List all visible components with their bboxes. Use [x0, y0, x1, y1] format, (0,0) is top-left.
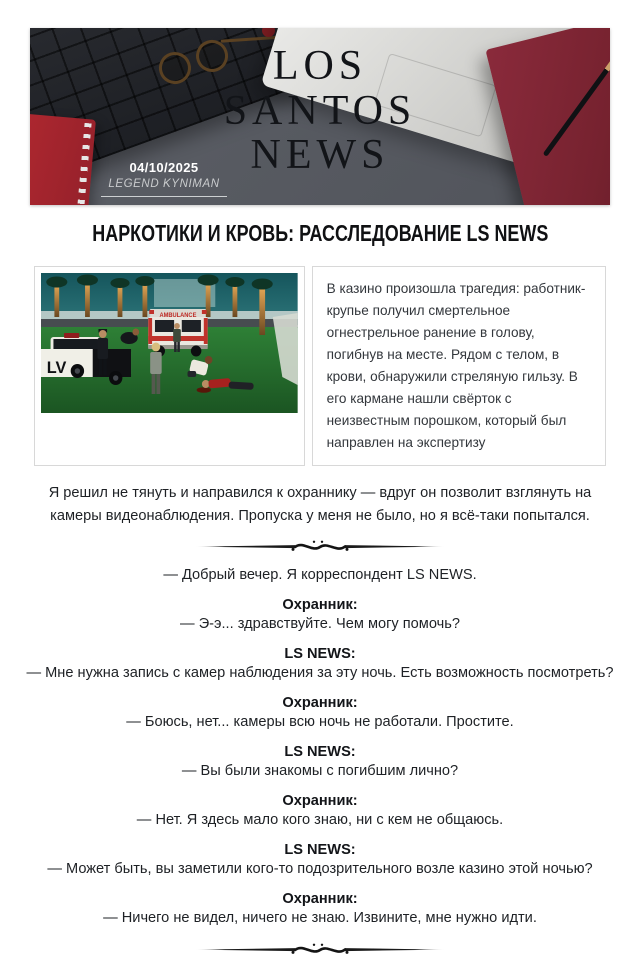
dialogue-block	[0, 793, 640, 828]
article-headline: НАРКОТИКИ И КРОВЬ: РАССЛЕДОВАНИЕ LS NEWS	[92, 220, 548, 246]
police-car-text: LV	[46, 357, 67, 378]
speaker-label: LS NEWS:	[284, 842, 356, 859]
author-name: LEGEND KYNIMAN	[108, 178, 220, 190]
dialogue-block	[0, 744, 640, 779]
dialogue-line: — Нет. Я здесь мало кого знаю, ни с кем не общаюсь.	[136, 812, 504, 829]
dialogue-line: — Вы были знакомы с погибшим лично?	[181, 763, 459, 780]
dialogue-line: — Мне нужна запись с камер наблюдения за эту ночь. Есть возможность посмотреть?	[26, 665, 614, 682]
masthead-title	[30, 44, 610, 178]
dialogue-block	[0, 842, 640, 877]
byline	[94, 160, 234, 197]
masthead-photo	[30, 28, 610, 205]
dialogue-block	[0, 891, 640, 926]
divider-flourish	[195, 538, 445, 555]
dialogue-block	[0, 597, 640, 632]
ornamental-divider	[0, 538, 640, 555]
speaker-label: Охранник:	[282, 891, 358, 908]
speaker-label: LS NEWS:	[284, 646, 356, 663]
dialogue-line: — Э-э... здравствуйте. Чем могу помочь?	[180, 616, 460, 633]
dialogue-line: — Боюсь, нет... камеры всю ночь не работали. Простите.	[126, 714, 514, 731]
dialogue-line: — Может быть, вы заметили кого-то подозрительного возле казино этой ночью?	[47, 861, 593, 878]
divider-flourish	[195, 941, 445, 958]
newsletter-page	[0, 28, 640, 933]
crime-scene-photo	[34, 266, 305, 466]
dialogue-block	[0, 646, 640, 681]
lead-section	[34, 266, 606, 466]
intro-paragraph: Я решил не тянуть и направился к охраннику — вдруг он позволит взглянуть на камеры видеонаблюдения. Пропуска у меня не было, но я всё-таки попытался.	[48, 485, 592, 524]
dialogue-block	[0, 695, 640, 730]
masthead-line: LOS	[272, 43, 368, 89]
lead-paragraph-box: В казино произошла трагедия: работник-крупье получил смертельное огнестрельное ранение в голову, погибнув на месте. Рядом с телом, в крови, обнаружили стреляную гильзу. В его кармане нашли свёрток с неизвестным порошком, который был направлен на экспертизу	[312, 266, 606, 466]
byline-underline	[101, 196, 227, 197]
dialogue-line: — Ничего не видел, ничего не знаю. Извините, мне нужно идти.	[103, 910, 537, 927]
crime-scene-illustration	[41, 273, 298, 413]
masthead-line: SANTOS	[223, 87, 417, 134]
speaker-label: Охранник:	[282, 793, 358, 810]
reporter-opening-line: — Добрый вечер. Я корреспондент LS NEWS.	[163, 567, 477, 584]
ambulance-text: AMBULANCE	[159, 312, 197, 319]
masthead-line: NEWS	[250, 132, 390, 179]
speaker-label: LS NEWS:	[284, 744, 356, 761]
issue-date: 04/10/2025	[129, 160, 199, 175]
ornamental-divider	[0, 941, 640, 958]
speaker-label: Охранник:	[282, 695, 358, 712]
speaker-label: Охранник:	[282, 597, 358, 614]
